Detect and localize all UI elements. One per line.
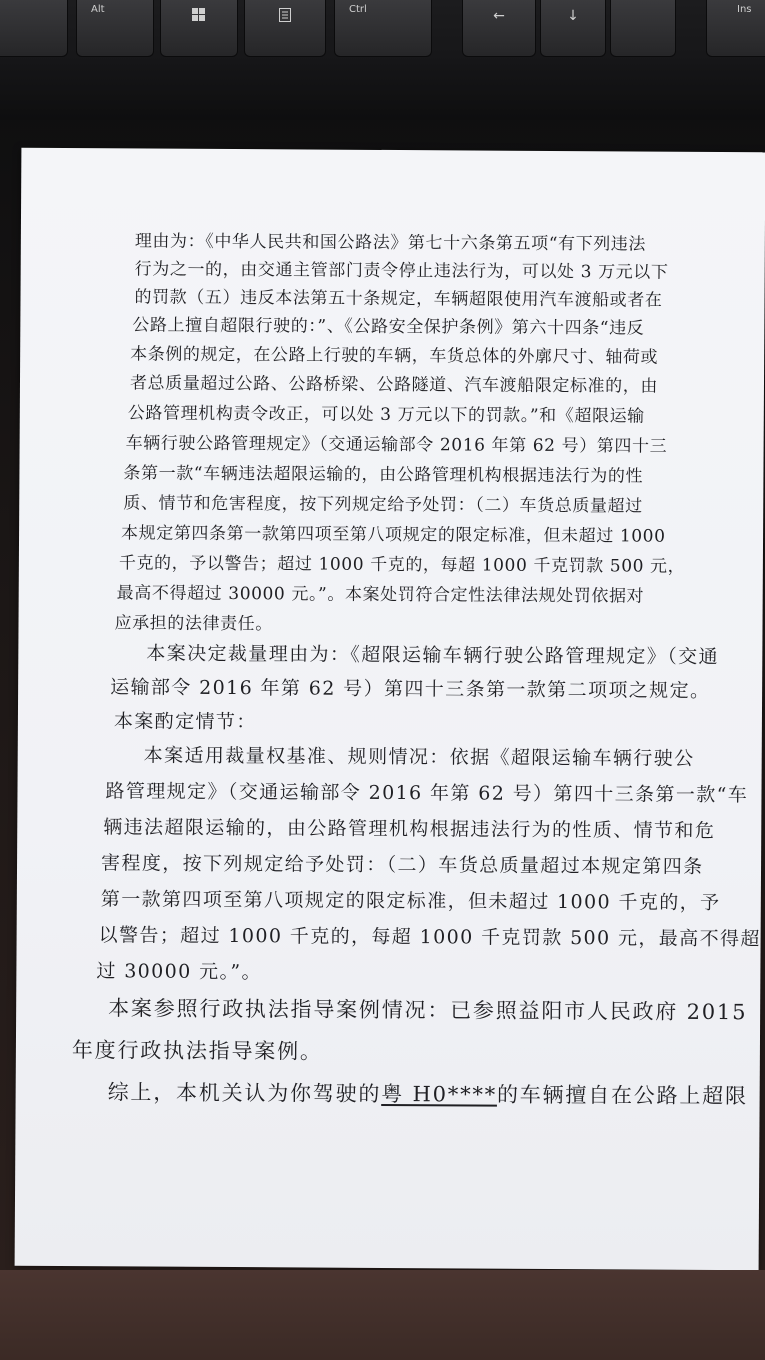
text-line: 辆违法超限运输的，由公路管理机构根据违法行为的性质、情节和危	[103, 816, 716, 842]
text-line: 过 30000 元。”。	[96, 960, 263, 984]
ctrl-key-label: Ctrl	[349, 4, 367, 15]
alt-key	[76, 0, 154, 57]
ins-key-label: Ins	[737, 4, 752, 15]
windows-key	[160, 0, 238, 57]
keyboard	[0, 0, 765, 120]
text-line: 公路管理机构责令改正，可以处 3 万元以下的罚款。”和《超限运输	[127, 403, 645, 427]
text-line: 本案参照行政执法指导案例情况：已参照益阳市人民政府 2015	[108, 996, 748, 1025]
text-line: 车辆行驶公路管理规定》（交通运输部令 2016 年第 62 号）第四十三	[125, 433, 668, 457]
text-line: 本案适用裁量权基准、规则情况：依据《超限运输车辆行驶公	[143, 744, 695, 770]
text-line: 的罚款（五）违反本法第五十条规定，车辆超限使用汽车渡船或者在	[134, 287, 663, 311]
text-line: 最高不得超过 30000 元。”。本案处罚符合定性法律法规处罚依据对	[116, 583, 645, 607]
text-line: 运输部令 2016 年第 62 号）第四十三条第一款第二项项之规定。	[110, 676, 711, 702]
text-line	[108, 1076, 748, 1110]
text-line: 行为之一的，由交通主管部门责令停止违法行为，可以处 3 万元以下	[134, 259, 669, 283]
left-arrow-key	[462, 0, 536, 57]
menu-key-icon	[279, 8, 291, 26]
text-line: 千克的，予以警告；超过 1000 千克的，每超 1000 千克罚款 500 元，	[118, 553, 686, 577]
document-page	[15, 148, 765, 1271]
text-line: 第一款第四项至第八项规定的限定标准，但未超过 1000 千克的，予	[100, 888, 721, 915]
text-line: 本条例的规定，在公路上行驶的车辆，车货总体的外廓尺寸、轴荷或	[130, 344, 659, 368]
down-arrow-key	[540, 0, 606, 57]
text-line: 条第一款“车辆违法超限运输的，由公路管理机构根据违法行为的性	[123, 463, 644, 487]
text-line: 路管理规定》（交通运输部令 2016 年第 62 号）第四十三条第一款“车	[105, 780, 749, 807]
ins-key	[706, 0, 765, 57]
conclusion-text-after: 的车辆擅自在公路上超限	[496, 1082, 748, 1109]
text-line: 理由为：《中华人民共和国公路法》第七十六条第五项“有下列违法	[134, 231, 647, 255]
text-line: 本案酌定情节：	[113, 710, 257, 734]
ctrl-key	[334, 0, 432, 57]
text-line: 以警告；超过 1000 千克的，每超 1000 千克罚款 500 元，最高不得超	[98, 924, 761, 951]
text-line: 者总质量超过公路、公路桥梁、公路隧道、汽车渡船限定标准的，由	[129, 373, 659, 397]
text-line: 质、情节和危害程度，按下列规定给予处罚：（二）车货总质量超过	[123, 493, 643, 517]
left-arrow-icon: ←	[493, 8, 505, 24]
text-line: 年度行政执法指导案例。	[71, 1038, 323, 1064]
desk-bottom	[0, 1270, 765, 1360]
down-arrow-icon: ↓	[567, 8, 579, 24]
text-line: 本案决定裁量理由为：《超限运输车辆行驶公路管理规定》（交通	[146, 642, 720, 669]
license-plate: 粤 H0****	[381, 1081, 498, 1107]
keyboard-body	[0, 60, 765, 120]
alt-key-label: Alt	[91, 4, 105, 15]
key-left-edge	[0, 0, 68, 57]
right-arrow-key	[610, 0, 676, 57]
windows-logo-icon	[192, 8, 206, 26]
text-line: 公路上擅自超限行驶的：”、《公路安全保护条例》第六十四条“违反	[132, 315, 645, 339]
conclusion-text-before: 综上，本机关认为你驾驶的	[107, 1080, 382, 1106]
text-line: 应承担的法律责任。	[114, 613, 273, 635]
text-line: 本规定第四条第一款第四项至第八项规定的限定标准，但未超过 1000	[121, 523, 666, 547]
text-line: 害程度，按下列规定给予处罚：（二）车货总质量超过本规定第四条	[100, 852, 704, 878]
menu-key	[244, 0, 326, 57]
